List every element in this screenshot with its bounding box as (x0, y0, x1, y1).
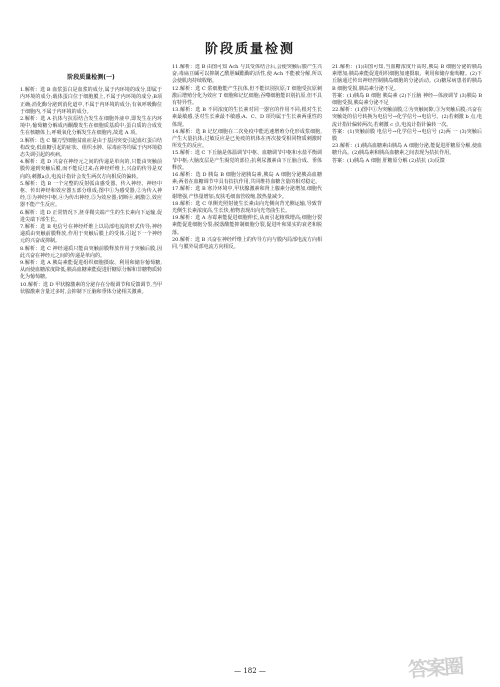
answer-item: 21.解析：(1)由图可知,当血糖浓度升高时,胰岛 B 细胞分泌的胰岛素增加;胰岛素能促进组织细胞加速摄取、利用和储存葡萄糖。(2)下丘脑通过传出神经控制胰岛细胞的分泌活动。(3)糖尿病患者的胰岛 B 细胞受损,胰岛素分泌不足。 (332, 64, 482, 92)
column-middle (172, 64, 322, 654)
column-left (20, 64, 162, 642)
section-heading: 阶段质量检测(一) (67, 74, 115, 81)
answer-item: 10.解析：选 D 甲状腺激素的分泌存在分级调节和反馈调节,当甲状腺激素含量过多时,会抑制下丘脑和垂体分泌相关激素。 (20, 281, 162, 295)
answer-key: 答案：(1)胰岛 A 细胞 肝糖原分解 (2)拮抗 (3)反馈 (332, 157, 445, 164)
column-right (332, 64, 482, 664)
answer-item: 13.解析：选 B 不同浓度的生长素对同一器官的作用不同;根对生长素最敏感,茎对生长素最不敏感;A、C、D 项均属于生长素两重性的体现。 (172, 107, 322, 128)
answer-item: 2.解析：选 A 抗体与抗原结合发生在细胞外液中,即发生在内环境中;葡萄糖分解成丙酮酸发生在细胞质基质中;蛋白质的合成发生在核糖体上;呼吸氧化分解发生在细胞内,故选 A 项。 (20, 116, 162, 137)
answer-item: 3.解析：选 C 镰刀型细胞贫血症是由于基因突变引起血红蛋白结构改变;低血糖引起的症状、组织水肿、尿毒症等均属于内环境稳态失调引起的疾病。 (20, 137, 162, 159)
answer-item: 18.解析：选 C 单侧光照射使生长素由向光侧向背光侧运输,导致背光侧生长素浓度高,生长快,植物表现出向光弯曲生长。 (172, 200, 322, 215)
answer-item: 14.解析：选 B 记忆细胞在二次免疫中能迅速增殖分化形成浆细胞,产生大量抗体;过敏反应是已免疫的机体在再次接受相同物质刺激时所发生的反应。 (172, 128, 322, 150)
page-title: 阶段质量检测 (204, 42, 295, 57)
answer-item: 19.解析：选 A 赤霉素能促进细胞伸长,从而引起植株增高;细胞分裂素能促进细胞分裂;脱落酸能抑制细胞分裂,促进叶和果实的衰老和脱落。 (172, 215, 322, 236)
answer-item: 9.解析：选 A 胰岛素能促进组织细胞摄取、利用和储存葡萄糖,从而使血糖浓度降低;胰高血糖素能促进肝糖原分解和非糖物质转化为葡萄糖。 (20, 260, 162, 281)
answer-item: 17.解析：选 B 寒冷环境中,甲状腺激素和肾上腺素分泌增加,细胞代谢增强,产热量增加;皮肤毛细血管收缩,散热量减少。 (172, 186, 322, 200)
answer-item: 12.解析：选 C 浆细胞能产生抗体,但不能识别抗原;T 细胞受抗原刺激后增殖分化为效应 T 细胞和记忆细胞;吞噬细胞能识别抗原,但不具有特异性。 (172, 85, 322, 107)
answer-item: 7.解析：选 B 电信号在神经纤维上以局部电流的形式传导;神经递质由突触前膜释放,作用于突触后膜上的受体,引起下一个神经元的兴奋或抑制。 (20, 224, 162, 245)
answer-item: 8.解析：选 C 神经递质只能由突触前膜释放作用于突触后膜,因此兴奋在神经元之间的传递是单向的。 (20, 245, 162, 259)
answer-item: 6.解析：选 D 正常情况下,胚芽鞘尖端产生的生长素向下运输,促进尖端下部生长。 (20, 209, 162, 223)
answer-item: 23.解析：(1)胰高血糖素由胰岛 A 细胞分泌,能促进肝糖原分解,使血糖升高。(2)胰岛素和胰高血糖素之间表现为拮抗作用。 (332, 143, 482, 157)
answer-item: 20.解析：选 B 兴奋在神经纤维上的传导方向与膜内局部电流方向相同,与膜外局部电流方向相反。 (172, 236, 322, 251)
page-number: — 182 — (234, 667, 266, 675)
answer-item: 11.解析：选 B 由图可知 Ach 与其受体结合后,会使突触后膜产生兴奋;毒扁豆碱可以抑制乙酰胆碱酯酶的活性,使 Ach 不能被分解,所以会使肌肉持续收缩。 (172, 64, 322, 85)
answer-item: 15.解析：选 C 下丘脑是体温调节中枢、血糖调节中枢和水盐平衡调节中枢;大脑皮层是产生渴觉的部位;抗利尿激素由下丘脑合成、垂体释放。 (172, 150, 322, 171)
answer-key: 答案：(1)胰岛 B 细胞 胰岛素 (2)下丘脑 神经—体液调节 (3)胰岛 B 细胞受损,胰岛素分泌不足 (332, 92, 482, 107)
answer-item: 4.解析：选 D 兴奋在神经元之间的传递是单向的,只能由突触前膜传递到突触后膜,而不能反过来;在神经纤维上,兴奋的传导是双向的;刺激a点,电流计指针会发生两次方向相反的偏转。 (20, 159, 162, 180)
answer-item: 1.解析：选 B 血浆蛋白是血浆的成分,属于内环境的成分,即属于内环境的成分;载体蛋白位于细胞膜上,不属于内环境的成分;B项正确;消化酶分泌到消化道中,不属于内环境的成分;有氧呼吸酶位于细胞内,不属于内环境的成分。 (20, 87, 162, 115)
answer-item: 16.解析：选 D 胰岛 B 细胞分泌胰岛素,胰岛 A 细胞分泌胰高血糖素;两者在血糖调节中具有拮抗作用,共同维持血糖含量的相对稳定。 (172, 172, 322, 186)
answer-item: 5.解析：选 B 一个完整的反射弧由感受器、传入神经、神经中枢、传出神经和效应器五部分组成;图中①为感受器,②为传入神经,③为神经中枢,④为传出神经,⑤为效应器;切断④,刺激②,效应器不能产生反应。 (20, 180, 162, 209)
watermark-logo: 答案圈 (407, 653, 464, 682)
answer-item: 22.解析：(1)图中①为突触前膜,②为突触间隙,③为突触后膜;兴奋在突触处的信号转换为电信号→化学信号→电信号。(2)若刺激 b 点,电流计指针偏转两次;若刺激 c 点,电流计指针偏转一次。 (332, 107, 482, 128)
answer-key: 答案：(1)突触前膜 电信号→化学信号→电信号 (2)两 一 (3)突触后膜 (332, 128, 482, 143)
